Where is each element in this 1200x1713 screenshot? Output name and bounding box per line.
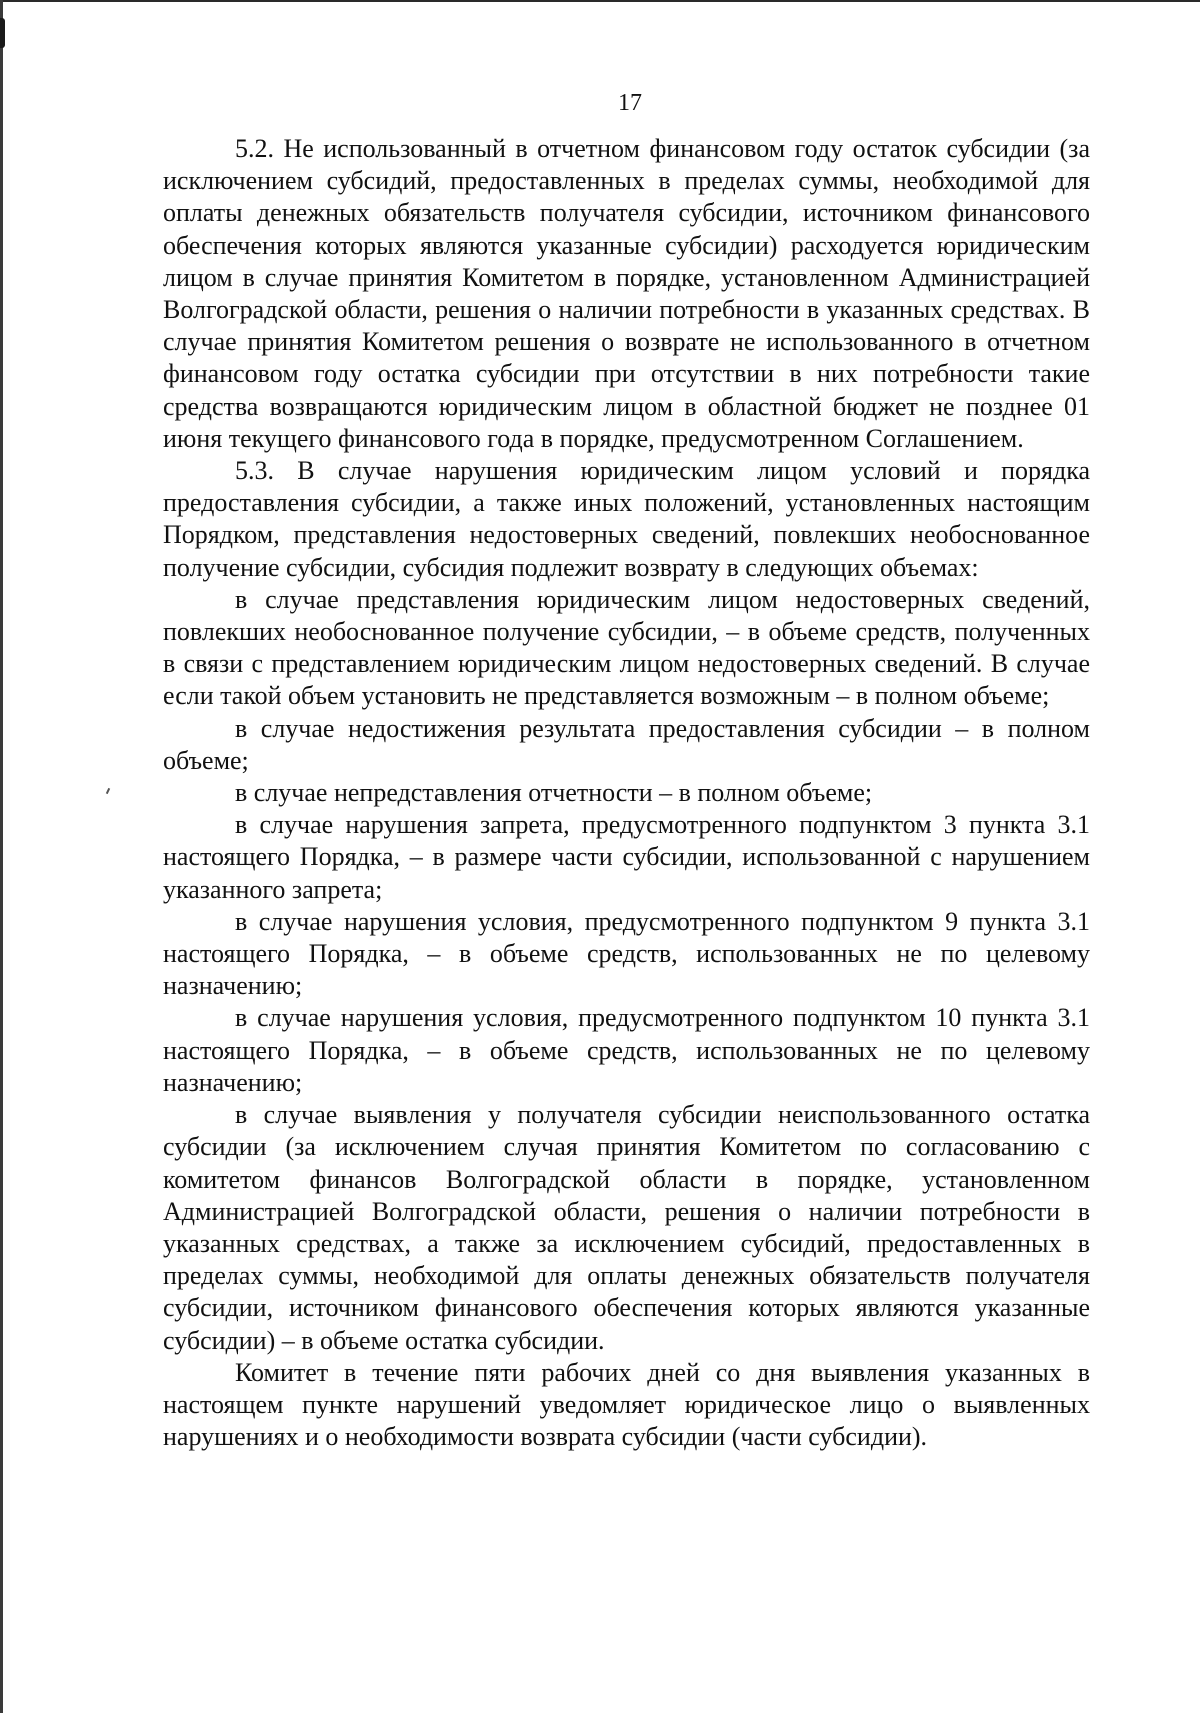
- paragraph-5-3: 5.3. В случае нарушения юридическим лицом условий и порядка предоставления субсидии, а также иных положений, установленных настоящим Порядком, представления недостоверных сведений, повлекших необоснованное получение субсидии, субсидия подлежит возврату в следующих объемах:: [163, 456, 1090, 582]
- paragraph-condition-10: в случае нарушения условия, предусмотренного подпунктом 10 пункта 3.1 настоящего Порядка, – в объеме средств, использованных не по целевому назначению;: [163, 1003, 1090, 1097]
- paragraph-unused-balance: в случае выявления у получателя субсидии неиспользованного остатка субсидии (за исключением случая принятия Комитетом по согласованию с комитетом финансов Волгоградской области в порядке, установленном Администрацией Волгоградской области, решения о наличии потребности в указанных средствах, а также за исключением субсидий, предоставленных в пределах суммы, необходимой для оплаты денежных обязательств получателя субсидии, источником финансового обеспечения которых являются указанные субсидии) – в объеме остатка субсидии.: [163, 1100, 1090, 1355]
- paragraph-notification: Комитет в течение пяти рабочих дней со дня выявления указанных в настоящем пункте нарушений уведомляет юридическое лицо о выявленных нарушениях и о необходимости возврата субсидии (части субсидии).: [163, 1357, 1090, 1452]
- scan-edge-top: [0, 0, 1200, 2]
- page-number: 17: [618, 90, 642, 116]
- paragraph-false-info: в случае представления юридическим лицом недостоверных сведений, повлекших необоснованное получение субсидии, – в объеме средств, полученных в связи с представлением юридическим лицом недостоверных сведений. В случае если такой объем установить не представляется возможным – в полном объеме;: [163, 584, 1090, 711]
- paragraph-condition-9: в случае нарушения условия, предусмотренного подпунктом 9 пункта 3.1 настоящего Порядка, – в объеме средств, использованных не по целевому назначению;: [163, 906, 1090, 1001]
- scan-edge-mark: [0, 18, 5, 48]
- paragraph-no-report: в случае непредставления отчетности – в полном объеме;: [235, 778, 873, 808]
- scan-speck: [106, 788, 110, 794]
- paragraph-5-2: 5.2. Не использованный в отчетном финансовом году остаток субсидии (за исключением субсидий, предоставленных в пределах суммы, необходимой для оплаты денежных обязательств получателя субсидии, источником финансового обеспечения которых являются указанные субсидии) расходуется юридическим лицом в случае принятия Комитетом в порядке, установленном Администрацией Волгоградской области, решения о наличии потребности в указанных средствах. В случае принятия Комитетом решения о возврате не использованного в отчетном финансовом году остатка субсидии при отсутствии в них потребности такие средства возвращаются юридическим лицом в областной бюджет не позднее 01 июня текущего финансового года в порядке, предусмотренном Соглашением.: [163, 134, 1090, 453]
- paragraph-result-not-achieved: в случае недостижения результата предоставления субсидии – в полном объеме;: [163, 713, 1090, 775]
- scan-edge-left: [0, 0, 3, 1713]
- document-body: [163, 133, 1090, 1453]
- paragraph-prohibition-breach: в случае нарушения запрета, предусмотренного подпунктом 3 пункта 3.1 настоящего Порядка, – в размере части субсидии, использованной с нарушением указанного запрета;: [163, 810, 1090, 904]
